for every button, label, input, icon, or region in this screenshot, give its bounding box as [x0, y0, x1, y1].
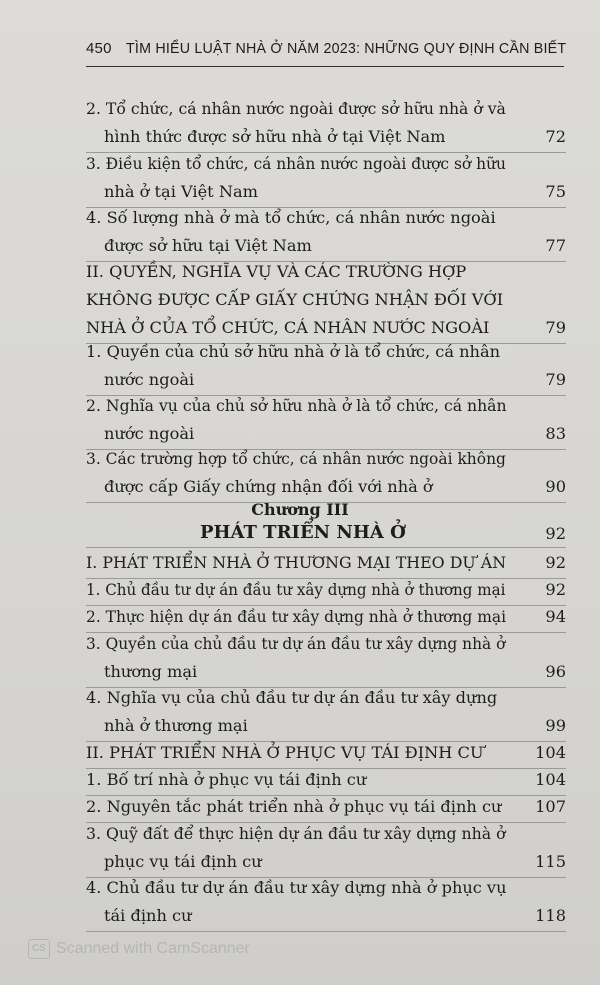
- toc-entry-line: nhà ở tại Việt Nam: [104, 182, 258, 201]
- header-rule: [86, 66, 564, 67]
- toc-page-number: 94: [545, 607, 566, 626]
- toc-divider: [86, 578, 566, 579]
- toc-entry-line: tái định cư: [104, 906, 192, 925]
- toc-divider: [86, 547, 566, 548]
- toc-page-number: 92: [545, 524, 566, 543]
- toc-page-number: 99: [545, 716, 566, 735]
- chapter-label: Chương III: [251, 500, 349, 519]
- toc-entry-line: nước ngoài: [104, 370, 195, 389]
- toc-divider: [86, 931, 566, 932]
- toc-entry-line: 1. Bố trí nhà ở phục vụ tái định cư: [86, 770, 367, 789]
- scanner-watermark: [28, 939, 250, 961]
- camscanner-logo-icon: CS: [28, 939, 50, 959]
- toc-entry-line: phục vụ tái định cư: [104, 852, 262, 871]
- toc-entry-line: nhà ở thương mại: [104, 716, 248, 735]
- toc-page-number: 72: [545, 127, 566, 146]
- toc-entry-line: 3. Quyền của chủ đầu tư dự án đầu tư xây dựng nhà ở: [86, 634, 506, 653]
- toc-page-number: 104: [535, 743, 566, 762]
- toc-page-number: 118: [535, 906, 566, 925]
- toc-divider: [86, 741, 566, 742]
- toc-entry-line: 3. Quỹ đất để thực hiện dự án đầu tư xây dựng nhà ở: [86, 824, 506, 843]
- toc-section-line: II. PHÁT TRIỂN NHÀ Ở PHỤC VỤ TÁI ĐỊNH CƯ: [86, 743, 484, 762]
- toc-section-line: KHÔNG ĐƯỢC CẤP GIẤY CHỨNG NHẬN ĐỐI VỚI: [86, 290, 504, 309]
- toc-page-number: 90: [545, 477, 566, 496]
- toc-entry-line: 2. Thực hiện dự án đầu tư xây dựng nhà ở thương mại: [86, 607, 507, 626]
- toc-entry-line: 1. Chủ đầu tư dự án đầu tư xây dựng nhà ở thương mại: [86, 580, 506, 599]
- toc-page-number: 92: [545, 580, 566, 599]
- toc-entry-line: 3. Điều kiện tổ chức, cá nhân nước ngoài được sở hữu: [86, 154, 507, 173]
- toc-section-line: I. PHÁT TRIỂN NHÀ Ở THƯƠNG MẠI THEO DỰ ÁN: [86, 553, 507, 572]
- toc-page-number: 104: [535, 770, 566, 789]
- toc-entry-line: 2. Nghĩa vụ của chủ sở hữu nhà ở là tổ chức, cá nhân: [86, 396, 507, 415]
- toc-divider: [86, 768, 566, 769]
- toc-entry-line: hình thức được sở hữu nhà ở tại Việt Nam: [104, 127, 446, 146]
- toc-page-number: 75: [545, 182, 566, 201]
- watermark-text: Scanned with CamScanner: [56, 940, 250, 958]
- toc-entry-line: nước ngoài: [104, 424, 195, 443]
- toc-entry-line: 1. Quyền của chủ sở hữu nhà ở là tổ chức, cá nhân: [86, 342, 501, 361]
- toc-page-number: 107: [535, 797, 566, 816]
- toc-entry-line: được sở hữu tại Việt Nam: [104, 236, 312, 255]
- toc-section-line: II. QUYỀN, NGHĨA VỤ VÀ CÁC TRƯỜNG HỢP: [86, 262, 467, 281]
- running-header: [86, 40, 566, 64]
- toc-divider: [86, 822, 566, 823]
- toc-page-number: 79: [545, 370, 566, 389]
- page-number: 450: [86, 40, 112, 57]
- toc-entry-line: 4. Số lượng nhà ở mà tổ chức, cá nhân nước ngoài: [86, 208, 496, 227]
- toc-divider: [86, 795, 566, 796]
- toc-entry-line: thương mại: [104, 662, 198, 681]
- book-title: TÌM HIỂU LUẬT NHÀ Ở NĂM 2023: NHỮNG QUY ĐỊNH CẦN BIẾT: [126, 40, 567, 57]
- toc-divider: [86, 605, 566, 606]
- toc-entry-line: 2. Tổ chức, cá nhân nước ngoài được sở hữu nhà ở và: [86, 99, 506, 118]
- toc-entry-line: được cấp Giấy chứng nhận đối với nhà ở: [104, 477, 433, 496]
- toc-entry-line: 3. Các trường hợp tổ chức, cá nhân nước ngoài không: [86, 449, 506, 468]
- toc-divider: [86, 632, 566, 633]
- toc-entry-line: 2. Nguyên tắc phát triển nhà ở phục vụ tái định cư: [86, 797, 502, 816]
- toc-page-number: 92: [545, 553, 566, 572]
- toc-page-number: 77: [545, 236, 566, 255]
- toc-section-line: NHÀ Ở CỦA TỔ CHỨC, CÁ NHÂN NƯỚC NGOÀI: [86, 318, 490, 337]
- toc-entry-line: 4. Chủ đầu tư dự án đầu tư xây dựng nhà ở phục vụ: [86, 878, 507, 897]
- toc-page-number: 79: [545, 318, 566, 337]
- toc-page-number: 83: [545, 424, 566, 443]
- toc-entry-line: 4. Nghĩa vụ của chủ đầu tư dự án đầu tư xây dựng: [86, 688, 498, 707]
- toc-divider: [86, 152, 566, 153]
- toc-page-number: 115: [535, 852, 566, 871]
- toc-page-number: 96: [545, 662, 566, 681]
- chapter-title: PHÁT TRIỂN NHÀ Ở: [200, 522, 406, 543]
